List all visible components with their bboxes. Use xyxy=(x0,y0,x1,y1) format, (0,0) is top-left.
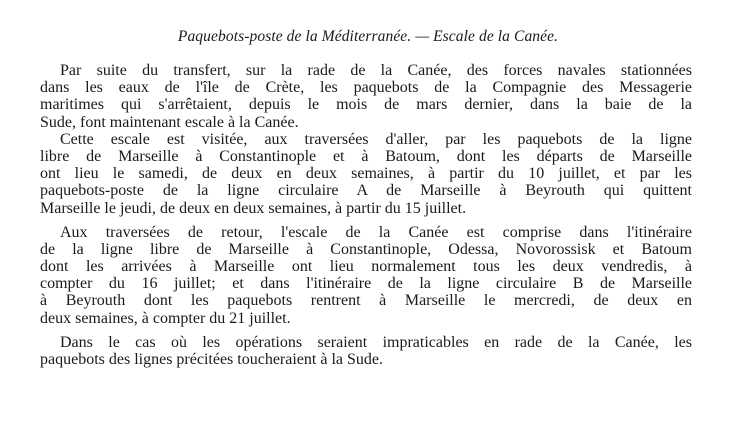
text-line: Cette escale est visitée, aux traversées d'aller, par les paquebots de la ligne xyxy=(60,130,692,148)
paragraph-fallback xyxy=(40,334,692,368)
text-line: maritimes qui s'arrêtaient, depuis le mois de mars dernier, dans la baie de la xyxy=(40,96,692,114)
text-line: Aux traversées de retour, l'escale de la Canée est comprise dans l'itinéraire xyxy=(60,223,692,241)
text-line: ont lieu le samedi, de deux en deux semaines, à partir du 10 juillet, et par les xyxy=(40,165,692,183)
text-line: deux semaines, à compter du 21 juillet. xyxy=(40,309,291,327)
text-line: Par suite du transfert, sur la rade de la Canée, des forces navales stationnées xyxy=(60,62,692,79)
page-title: Paquebots-poste de la Méditerranée. — Escale de la Canée. xyxy=(177,28,559,45)
paragraph-return xyxy=(40,224,692,327)
text-line: paquebots des lignes précitées toucheraient à la Sude. xyxy=(40,351,383,368)
paragraph-outbound xyxy=(40,131,692,217)
text-line: de la ligne libre de Marseille à Constantinople, Odessa, Novorossisk et Batoum xyxy=(40,240,692,258)
paragraph-transfer xyxy=(40,62,692,131)
text-line: compter du 16 juillet; et dans l'itinéraire de la ligne circulaire B de Marseille xyxy=(40,275,692,293)
text-line: à Beyrouth dont les paquebots rentrent à Marseille le mercredi, de deux en xyxy=(40,292,692,310)
text-line: dont les arrivées à Marseille ont lieu normalement tous les deux vendredis, à xyxy=(40,258,692,276)
text-line: libre de Marseille à Constantinople et à Batoum, dont les départs de Marseille xyxy=(40,147,692,165)
text-line: Sude, font maintenant escale à la Canée. xyxy=(40,113,299,131)
text-line: Marseille le jeudi, de deux en deux semaines, à partir du 15 juillet. xyxy=(40,199,467,217)
text-line: dans les eaux de l'île de Crète, les paquebots de la Compagnie des Messagerie xyxy=(40,79,692,97)
text-line: Dans le cas où les opérations seraient impraticables en rade de la Canée, les xyxy=(60,333,692,351)
text-line: paquebots-poste de la ligne circulaire A de Marseille à Beyrouth qui quittent xyxy=(40,182,692,200)
document-body xyxy=(40,62,692,368)
